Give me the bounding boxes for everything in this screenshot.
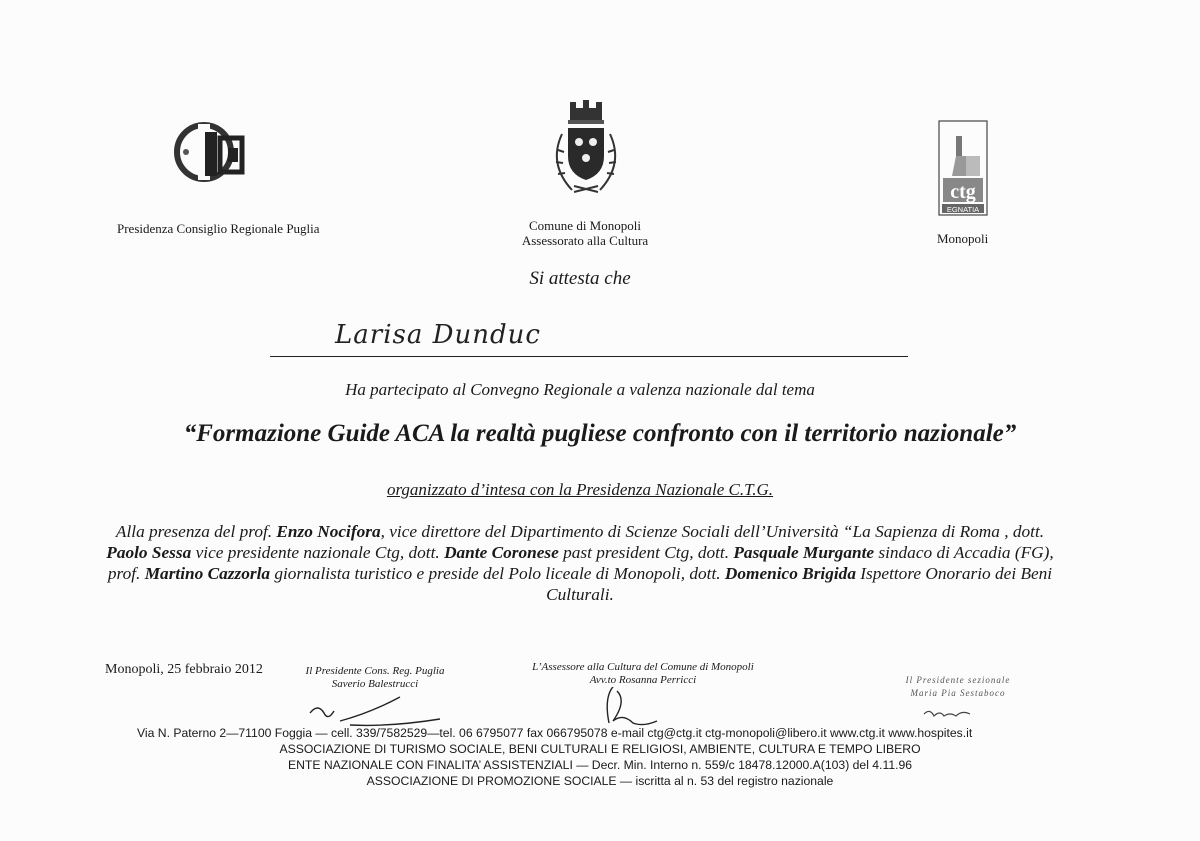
organized-text — [300, 480, 860, 500]
handwritten-signature — [300, 691, 450, 731]
signature-name: Avv.to Rosanna Perricci — [589, 674, 697, 686]
signature-role: Il Presidente Cons. Reg. Puglia — [305, 665, 445, 677]
comune-label: Comune di Monopoli — [529, 218, 641, 233]
person-name: Pasquale Murgante — [733, 543, 875, 562]
person-name: Martino Cazzorla — [144, 564, 271, 583]
recipient-name: Larisa Dunduc — [335, 320, 541, 350]
signature-president — [300, 665, 450, 731]
footer-registry: ASSOCIAZIONE DI PROMOZIONE SOCIALE — iscritta al n. 53 del registro nazionale — [366, 774, 834, 788]
assessorato-label: Assessorato alla Cultura — [521, 233, 649, 248]
footer-decree: ENTE NAZIONALE CON FINALITA’ ASSISTENZIALI — Decr. Min. Interno n. 559/c 18478.12000.A(103) del 4.11.96 — [287, 758, 913, 772]
signature-name: Maria Pia Sestaboco — [910, 688, 1006, 698]
presence-paragraph: Alla presenza del prof. Enzo Nocifora, vice direttore del Dipartimento di Scienze Sociali dell’Università “La Sapienza di Roma , dott. Paolo Sessa vice presidente nazionale Ctg, dott. Dante Coronese past president Ctg, dott. Pasquale Murgante sindaco di Accadia (FG), prof. Martino Cazzorla giornalista turistico e preside del Polo liceale di Monopoli, dott. Domenico Brigida Ispettore Onorario dei Beni Culturali. — [106, 522, 1054, 604]
regional-council-logo-icon — [168, 118, 258, 188]
person-name: Dante Coronese — [444, 543, 559, 562]
place-date: Monopoli, 25 febbraio 2012 — [105, 662, 263, 677]
ctg-egnatia-logo — [938, 120, 988, 216]
logo-right-label: Monopoli — [937, 231, 989, 246]
footer-contacts: Via N. Paterno 2—71100 Foggia — cell. 339/7582529—tel. 06 6795077 fax 066795078 e-mail ctg@ctg.it ctg-monopoli@libero.it www.ctg.it www.hospites.it — [137, 726, 973, 740]
participation-text: Ha partecipato al Convegno Regionale a valenza nazionale dal tema — [345, 380, 815, 399]
svg-text:ctg: ctg — [950, 181, 976, 203]
signature-assessore — [523, 661, 763, 727]
person-name: Domenico Brigida — [724, 564, 856, 583]
signature-sectional-president — [888, 674, 1028, 722]
name-underline — [270, 356, 908, 357]
crowned-coat-of-arms-icon — [540, 100, 632, 210]
handwritten-signature — [523, 687, 763, 727]
svg-text:EGNATIA: EGNATIA — [946, 205, 980, 214]
person-name: Paolo Sessa — [106, 543, 192, 562]
organized-underlined: organizzato d’intesa con la Presidenza Nazionale C.T.G. — [386, 480, 774, 499]
attesta-heading: Si attesta che — [529, 268, 631, 289]
signature-name: Saverio Balestrucci — [331, 678, 419, 690]
logo-center-label — [490, 218, 680, 248]
handwritten-signature — [888, 700, 1028, 722]
theme-title: “Formazione Guide ACA la realtà pugliese confronto con il territorio nazionale” — [183, 420, 1017, 447]
signature-role: Il Presidente sezionale — [905, 675, 1011, 685]
signature-role: L’Assessore alla Cultura del Comune di Monopoli — [532, 661, 754, 673]
logo-left-label: Presidenza Consiglio Regionale Puglia — [117, 221, 320, 236]
footer-association: ASSOCIAZIONE DI TURISMO SOCIALE, BENI CULTURALI E RELIGIOSI, AMBIENTE, CULTURA E TEMPO LIBERO — [279, 742, 921, 756]
person-name: Enzo Nocifora — [276, 522, 381, 541]
